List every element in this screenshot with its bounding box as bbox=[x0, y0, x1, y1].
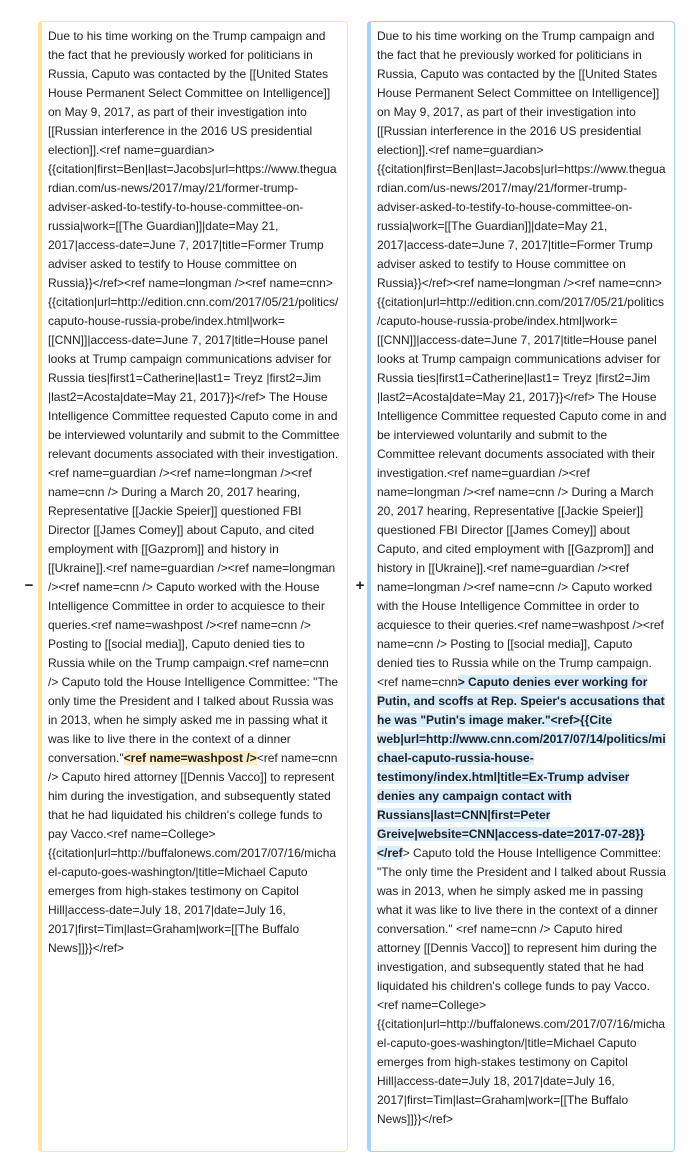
removed-text-highlight: <ref name=washpost /> bbox=[123, 751, 257, 765]
removed-text-pane bbox=[38, 21, 348, 1152]
added-text-highlight: > Caputo denies ever working for Putin, and scoffs at Rep. Speier's accusations that he was "Putin's image maker."<ref>{{Cite web|url=http://www.cnn.com/2017/07/14/politics/michael-caputo-russia-house-testimony/index.html|title=Ex-Trump adviser denies any campaign contact with Russians|last=CNN|first=Peter Greive|website=CNN|access-date=2017-07-28}}</ref bbox=[377, 675, 666, 860]
added-line-marker: + bbox=[355, 577, 365, 594]
removed-pane-text-before: Due to his time working on the Trump campaign and the fact that he previously worked for politicians in Russia, Caputo was contacted by the [[United States House Permanent Select Committee on Intelligence]] on May 9, 2017, as part of their investigation into [[Russian interference in the 2016 US presidential election]].<ref name=guardian>{{citation|first=Ben|last=Jacobs|url=https://www.theguardian.com/us-news/2017/may/21/former-trump-adviser-asked-to-testify-to-house-committee-on-russia|work=[[The Guardian]]|date=May 21, 2017|access-date=June 7, 2017|title=Former Trump adviser asked to testify to House committee on Russia}}</ref><ref name=longman /><ref name=cnn>{{citation|url=http://edition.cnn.com/2017/05/21/politics/caputo-house-russia-probe/index.html|work=[[CNN]]|access-date=June 7, 2017|title=House panel looks at Trump campaign communications adviser for Russia ties|first1=Catherine|last1= Treyz |first2=Jim |last2=Acosta|date=May 21, 2017}}</ref> The House Intelligence Committee requested Caputo come in and be interviewed voluntarily and submit to the Committee relevant documents associated with their investigation.<ref name=guardian /><ref name=longman /><ref name=cnn /> During a March 20, 2017 hearing, Representative [[Jackie Speier]] questioned FBI Director [[James Comey]] about Caputo, and cited employment with [[Gazprom]] and history in [[Ukraine]].<ref name=guardian /><ref name=longman /><ref name=cnn /> Caputo worked with the House Intelligence Committee in order to acquiesce to their queries.<ref name=washpost /><ref name=cnn /> Posting to [[social media]], Caputo denied ties to Russia while on the Trump campaign.<ref name=cnn /> Caputo told the House Intelligence Committee: "The only time the President and I talked about Russia was in 2013, when he simply asked me in passing what it was like to live there in the context of a dinner conversation." bbox=[48, 29, 340, 765]
removed-line-marker: − bbox=[24, 577, 34, 594]
removed-pane-text-after: <ref name=cnn /> Caputo hired attorney [[Dennis Vacco]] to represent him during the investigation, and subsequently stated that he had liquidated his children's college funds to pay Vacco.<ref name=College>{{citation|url=http://buffalonews.com/2017/07/16/michael-caputo-goes-washington/|title=Michael Caputo emerges from high-stakes testimony on Capitol Hill|access-date=July 18, 2017|date=July 16, 2017|first=Tim|last=Graham|work=[[The Buffalo News]]}}</ref> bbox=[48, 751, 338, 955]
added-pane-text-before: Due to his time working on the Trump campaign and the fact that he previously worked for politicians in Russia, Caputo was contacted by the [[United States House Permanent Select Committee on Intelligence]] on May 9, 2017, as part of their investigation into [[Russian interference in the 2016 US presidential election]].<ref name=guardian>{{citation|first=Ben|last=Jacobs|url=https://www.theguardian.com/us-news/2017/may/21/former-trump-adviser-asked-to-testify-to-house-committee-on-russia|work=[[The Guardian]]|date=May 21, 2017|access-date=June 7, 2017|title=Former Trump adviser asked to testify to House committee on Russia}}</ref><ref name=longman /><ref name=cnn>{{citation|url=http://edition.cnn.com/2017/05/21/politics/caputo-house-russia-probe/index.html|work=[[CNN]]|access-date=June 7, 2017|title=House panel looks at Trump campaign communications adviser for Russia ties|first1=Catherine|last1= Treyz |first2=Jim |last2=Acosta|date=May 21, 2017}}</ref> The House Intelligence Committee requested Caputo come in and be interviewed voluntarily and submit to the Committee relevant documents associated with their investigation.<ref name=guardian /><ref name=longman /><ref name=cnn /> During a March 20, 2017 hearing, Representative [[Jackie Speier]] questioned FBI Director [[James Comey]] about Caputo, and cited employment with [[Gazprom]] and history in [[Ukraine]].<ref name=guardian /><ref name=longman /><ref name=cnn /> Caputo worked with the House Intelligence Committee in order to acquiesce to their queries.<ref name=washpost /><ref name=cnn /> Posting to [[social media]], Caputo denied ties to Russia while on the Trump campaign.<ref name=cnn bbox=[377, 29, 667, 689]
added-pane-text-after: > Caputo told the House Intelligence Committee: "The only time the President and I talked about Russia was in 2013, when he simply asked me in passing what it was like to live there in the context of a dinner conversation." <ref name=cnn /> Caputo hired attorney [[Dennis Vacco]] to represent him during the investigation, and subsequently stated that he had liquidated his children's college funds to pay Vacco.<ref name=College>{{citation|url=http://buffalonews.com/2017/07/16/michael-caputo-goes-washington/|title=Michael Caputo emerges from high-stakes testimony on Capitol Hill|access-date=July 18, 2017|date=July 16, 2017|first=Tim|last=Graham|work=[[The Buffalo News]]}}</ref> bbox=[377, 846, 667, 1126]
added-text-pane bbox=[367, 21, 675, 1152]
